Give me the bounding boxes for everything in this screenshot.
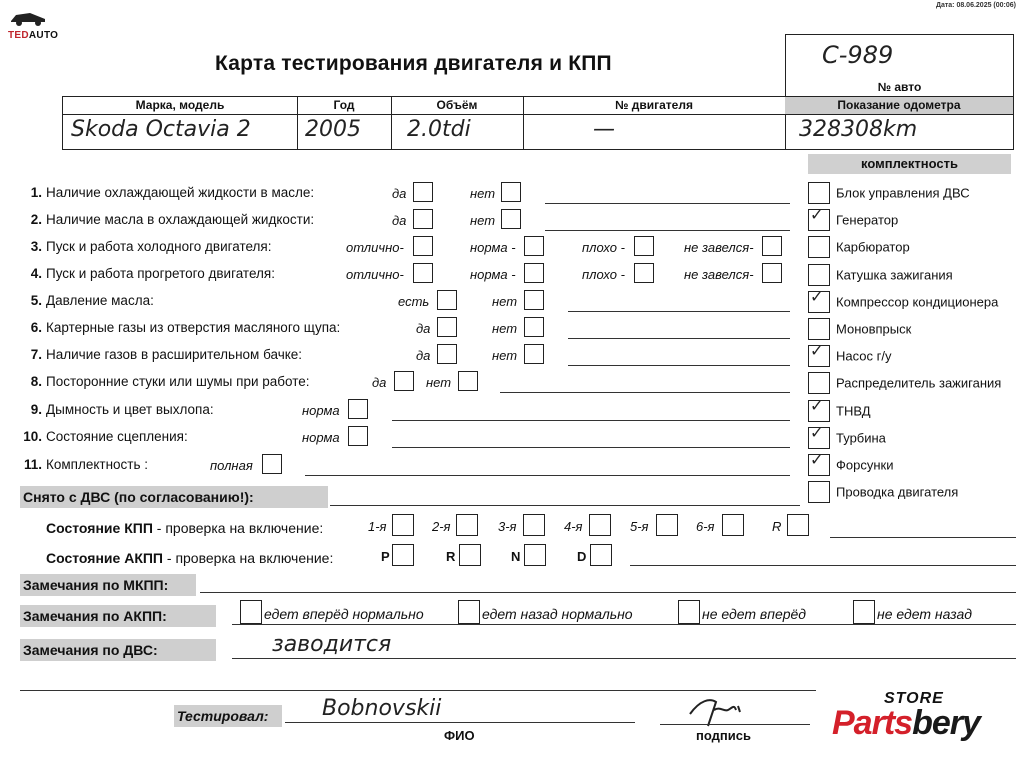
engine-number-value: — <box>593 117 615 142</box>
logo-text-b: AUTO <box>28 30 59 41</box>
question-checkbox[interactable] <box>634 263 654 283</box>
komplekt-item-label: Моновпрыск <box>836 321 912 337</box>
tested-label: Тестировал: <box>174 705 282 727</box>
komplekt-item-label: Распределитель зажигания <box>836 375 1002 391</box>
question-option-label: да <box>416 321 431 336</box>
komplekt-checkbox[interactable] <box>808 481 830 503</box>
kpp-gear-checkbox[interactable] <box>787 514 809 536</box>
removed-line <box>330 505 800 506</box>
question-number: 6. <box>30 320 42 335</box>
volume-label: Объём <box>391 97 523 115</box>
volume-cell <box>391 96 524 150</box>
question-answer-line <box>568 365 790 366</box>
question-checkbox[interactable] <box>413 236 433 256</box>
akpp-option-checkbox[interactable] <box>678 600 700 624</box>
komplekt-item <box>808 264 953 286</box>
make-label: Марка, модель <box>63 97 297 115</box>
kpp-gear-label: 2-я <box>432 519 451 534</box>
check-icon: ✓ <box>810 424 824 442</box>
kpp-gear-checkbox[interactable] <box>589 514 611 536</box>
question-checkbox[interactable] <box>437 344 457 364</box>
question-number: 1. <box>30 185 42 200</box>
question-text: Наличие газов в расширительном бачке: <box>46 347 303 362</box>
question-option-label: да <box>392 213 407 228</box>
question-7 <box>20 347 302 362</box>
question-11 <box>20 457 148 472</box>
fio-label: ФИО <box>444 728 475 743</box>
question-option-label: не завелся- <box>684 240 754 255</box>
tester-name: Bobnovskii <box>322 696 442 721</box>
kpp-gear-checkbox[interactable] <box>392 514 414 536</box>
question-option-label: нет <box>492 294 518 309</box>
kpp-gear-checkbox[interactable] <box>656 514 678 536</box>
komplekt-checkbox-wrap[interactable] <box>808 454 836 476</box>
question-option-label: полная <box>210 458 253 473</box>
sign-label: подпись <box>696 728 751 743</box>
make-value: Skoda Octavia 2 <box>71 117 251 142</box>
kpp-gear-label: R <box>772 519 782 534</box>
question-checkbox[interactable] <box>524 317 544 337</box>
akpp-label-rest: - проверка на включение: <box>163 550 334 566</box>
question-text: Наличие масла в охлаждающей жидкости: <box>46 212 315 227</box>
question-checkbox[interactable] <box>262 454 282 474</box>
question-option-label: нет <box>470 213 496 228</box>
komplekt-checkbox[interactable] <box>808 264 830 286</box>
question-checkbox[interactable] <box>524 236 544 256</box>
question-option-label: плохо - <box>582 267 625 282</box>
komplekt-item <box>808 481 958 503</box>
question-option-label: да <box>392 186 407 201</box>
question-number: 10. <box>23 429 42 444</box>
question-number: 2. <box>30 212 42 227</box>
year-label: Год <box>297 97 391 115</box>
make-cell <box>62 96 298 150</box>
question-checkbox[interactable] <box>348 426 368 446</box>
kpp-gear-checkbox[interactable] <box>722 514 744 536</box>
kpp-gear-checkbox[interactable] <box>456 514 478 536</box>
akpp-option-label: не едет назад <box>877 606 972 622</box>
question-answer-line <box>392 447 790 448</box>
kpp-row-label <box>46 520 323 536</box>
akpp-row-label <box>46 550 333 566</box>
question-checkbox[interactable] <box>413 209 433 229</box>
check-icon: ✓ <box>810 343 824 361</box>
komplekt-item <box>808 397 871 422</box>
logo-text-a: TED <box>8 30 29 41</box>
akpp-gear-label: D <box>577 549 587 564</box>
akpp-gear-checkbox[interactable] <box>524 544 546 566</box>
komplekt-item <box>808 236 910 258</box>
komplekt-item-label: ТНВД <box>836 403 871 419</box>
question-option-label: да <box>372 375 387 390</box>
question-option-label: есть <box>398 294 430 309</box>
question-9 <box>20 402 214 417</box>
komplekt-checkbox-wrap[interactable] <box>808 182 836 204</box>
komplekt-item <box>808 318 911 340</box>
question-1 <box>20 185 314 200</box>
check-icon: ✓ <box>810 288 824 306</box>
komplekt-item <box>808 372 1001 394</box>
question-option-label: норма <box>302 403 340 418</box>
komplekt-item-label: Форсунки <box>836 457 894 473</box>
akpp-option-label: не едет вперёд <box>702 606 807 622</box>
question-answer-line <box>568 311 790 312</box>
question-option-label: плохо - <box>582 240 625 255</box>
question-5 <box>20 293 154 308</box>
volume-value: 2.0tdi <box>407 117 471 142</box>
check-icon: ✓ <box>810 452 824 469</box>
car-icon <box>8 6 48 28</box>
komplekt-item <box>808 424 886 449</box>
question-checkbox[interactable] <box>501 182 521 202</box>
question-number: 5. <box>30 293 42 308</box>
question-checkbox[interactable] <box>437 317 457 337</box>
question-number: 7. <box>30 347 42 362</box>
question-checkbox[interactable] <box>413 263 433 283</box>
komplekt-item <box>808 454 893 476</box>
signature-mark <box>680 692 750 732</box>
kpp-gear-label: 6-я <box>696 519 715 534</box>
question-option-label: норма - <box>470 240 516 255</box>
komplekt-checkbox-wrap[interactable] <box>808 397 836 422</box>
dvs-notes-value: заводится <box>272 632 392 657</box>
komplekt-checkbox-wrap[interactable] <box>808 209 836 231</box>
question-number: 11. <box>23 457 42 472</box>
question-option-label: отлично- <box>346 267 404 282</box>
question-checkbox[interactable] <box>394 371 414 391</box>
komplekt-item <box>808 288 999 313</box>
brand-store: STORE <box>884 690 944 707</box>
kpp-gear-checkbox[interactable] <box>523 514 545 536</box>
question-option-label: нет <box>492 321 518 336</box>
komplekt-item <box>808 345 891 367</box>
question-text: Посторонние стуки или шумы при работе: <box>46 374 310 389</box>
komplekt-header: комплектность <box>808 154 1011 174</box>
question-checkbox[interactable] <box>762 236 782 256</box>
question-checkbox[interactable] <box>524 344 544 364</box>
auto-number-label: № авто <box>877 80 922 94</box>
question-text: Наличие охлаждающей жидкости в масле: <box>46 185 315 200</box>
mkpp-notes-line <box>200 592 1016 593</box>
odometer-value: 328308km <box>799 117 918 142</box>
question-6 <box>20 320 340 335</box>
komplekt-checkbox[interactable] <box>808 182 830 204</box>
question-2 <box>20 212 314 227</box>
sign-line <box>660 724 810 725</box>
tedauto-logo <box>8 6 68 46</box>
komplekt-checkbox-wrap[interactable] <box>808 345 836 367</box>
question-answer-line <box>545 230 790 231</box>
brand-parts: Parts <box>832 704 913 742</box>
komplekt-checkbox[interactable] <box>808 236 830 258</box>
kpp-label: Состояние КПП <box>46 520 153 536</box>
kpp-gear-label: 1-я <box>368 519 387 534</box>
fio-line <box>285 722 635 723</box>
komplekt-checkbox-wrap[interactable] <box>808 236 836 258</box>
question-checkbox[interactable] <box>348 399 368 419</box>
dvs-notes-line <box>232 658 1016 659</box>
partsbery-logo <box>832 690 1002 750</box>
question-option-label: нет <box>426 375 452 390</box>
question-number: 4. <box>30 266 42 281</box>
akpp-notes-line <box>232 624 1016 625</box>
question-3 <box>20 239 272 254</box>
year-value: 2005 <box>305 117 361 142</box>
odometer-label: Показание одометра <box>785 97 1013 115</box>
question-option-label: норма - <box>470 267 516 282</box>
question-option-label: не завелся- <box>684 267 754 282</box>
komplekt-checkbox-wrap[interactable] <box>808 288 836 313</box>
question-answer-line <box>392 420 790 421</box>
question-text: Пуск и работа прогретого двигателя: <box>46 266 275 281</box>
kpp-gear-label: 3-я <box>498 519 517 534</box>
akpp-option-label: едет вперёд нормально <box>264 606 424 622</box>
question-8 <box>20 374 310 389</box>
akpp-gear-checkbox[interactable] <box>392 544 414 566</box>
print-date: Дата: 08.06.2025 (00:06) <box>935 2 1016 9</box>
engine-number-cell <box>523 96 786 150</box>
komplekt-checkbox[interactable] <box>808 372 830 394</box>
question-checkbox[interactable] <box>524 263 544 283</box>
akpp-gear-checkbox[interactable] <box>459 544 481 566</box>
removed-label: Снято с ДВС (по согласованию!): <box>20 486 328 508</box>
akpp-gear-label: P <box>381 549 390 564</box>
question-answer-line <box>500 392 790 393</box>
komplekt-item <box>808 209 898 231</box>
komplekt-item-label: Катушка зажигания <box>836 267 953 283</box>
dvs-notes-label: Замечания по ДВС: <box>20 639 216 661</box>
question-text: Комплектность : <box>46 457 149 472</box>
komplekt-checkbox-wrap[interactable] <box>808 481 836 503</box>
komplekt-item-label: Насос г/у <box>836 348 892 364</box>
question-number: 3. <box>30 239 42 254</box>
question-answer-line <box>305 475 790 476</box>
question-text: Картерные газы из отверстия масляного щупа: <box>46 320 341 335</box>
akpp-gear-checkbox[interactable] <box>590 544 612 566</box>
question-checkbox[interactable] <box>501 209 521 229</box>
komplekt-checkbox-wrap[interactable] <box>808 264 836 286</box>
komplekt-item-label: Компрессор кондиционера <box>836 294 999 310</box>
komplekt-checkbox-wrap[interactable] <box>808 372 836 394</box>
question-text: Состояние сцепления: <box>46 429 188 444</box>
akpp-notes-label: Замечания по АКПП: <box>20 605 216 627</box>
kpp-gear-label: 5-я <box>630 519 649 534</box>
kpp-line <box>830 537 1016 538</box>
odometer-cell <box>785 96 1014 150</box>
kpp-gear-label: 4-я <box>564 519 583 534</box>
check-icon: ✓ <box>810 397 824 415</box>
question-option-label: нет <box>492 348 518 363</box>
question-text: Пуск и работа холодного двигателя: <box>46 239 272 254</box>
question-text: Дымность и цвет выхлопа: <box>46 402 214 417</box>
question-answer-line <box>545 203 790 204</box>
komplekt-item-label: Карбюратор <box>836 239 910 255</box>
engine-number-label: № двигателя <box>523 97 785 115</box>
brand-bery: bery <box>912 704 980 742</box>
komplekt-item <box>808 182 970 204</box>
kpp-label-rest: - проверка на включение: <box>152 520 324 536</box>
question-10 <box>20 429 188 444</box>
question-checkbox[interactable] <box>458 371 478 391</box>
question-4 <box>20 266 275 281</box>
question-option-label: отлично- <box>346 240 404 255</box>
akpp-option-checkbox[interactable] <box>240 600 262 624</box>
akpp-option-label: едет назад нормально <box>482 606 633 622</box>
question-text: Давление масла: <box>46 293 154 308</box>
question-option-label: норма <box>302 430 340 445</box>
question-checkbox[interactable] <box>413 182 433 202</box>
komplekt-checkbox-wrap[interactable] <box>808 424 836 449</box>
question-checkbox[interactable] <box>524 290 544 310</box>
mkpp-notes-label: Замечания по МКПП: <box>20 574 196 596</box>
akpp-label: Состояние АКПП <box>46 550 163 566</box>
akpp-line <box>630 565 1016 566</box>
akpp-gear-label: R <box>446 549 456 564</box>
question-checkbox[interactable] <box>762 263 782 283</box>
akpp-gear-label: N <box>511 549 521 564</box>
question-option-label: нет <box>470 186 496 201</box>
question-option-label: да <box>416 348 431 363</box>
akpp-option-checkbox[interactable] <box>458 600 480 624</box>
akpp-option-checkbox[interactable] <box>853 600 875 624</box>
auto-number-value: C-989 <box>822 41 894 69</box>
question-answer-line <box>568 338 790 339</box>
question-number: 9. <box>30 402 42 417</box>
komplekt-item-label: Блок управления ДВС <box>836 185 970 201</box>
komplekt-item-label: Генератор <box>836 212 899 228</box>
page-title: Карта тестирования двигателя и КПП <box>215 52 612 75</box>
auto-number-box <box>785 34 1014 96</box>
year-cell <box>297 96 392 150</box>
separator-line <box>20 690 816 691</box>
komplekt-checkbox-wrap[interactable] <box>808 318 836 340</box>
question-checkbox[interactable] <box>437 290 457 310</box>
komplekt-checkbox[interactable] <box>808 318 830 340</box>
question-number: 8. <box>30 374 42 389</box>
check-icon: ✓ <box>810 207 824 225</box>
question-checkbox[interactable] <box>634 236 654 256</box>
komplekt-item-label: Проводка двигателя <box>836 484 959 500</box>
komplekt-item-label: Турбина <box>836 430 886 446</box>
